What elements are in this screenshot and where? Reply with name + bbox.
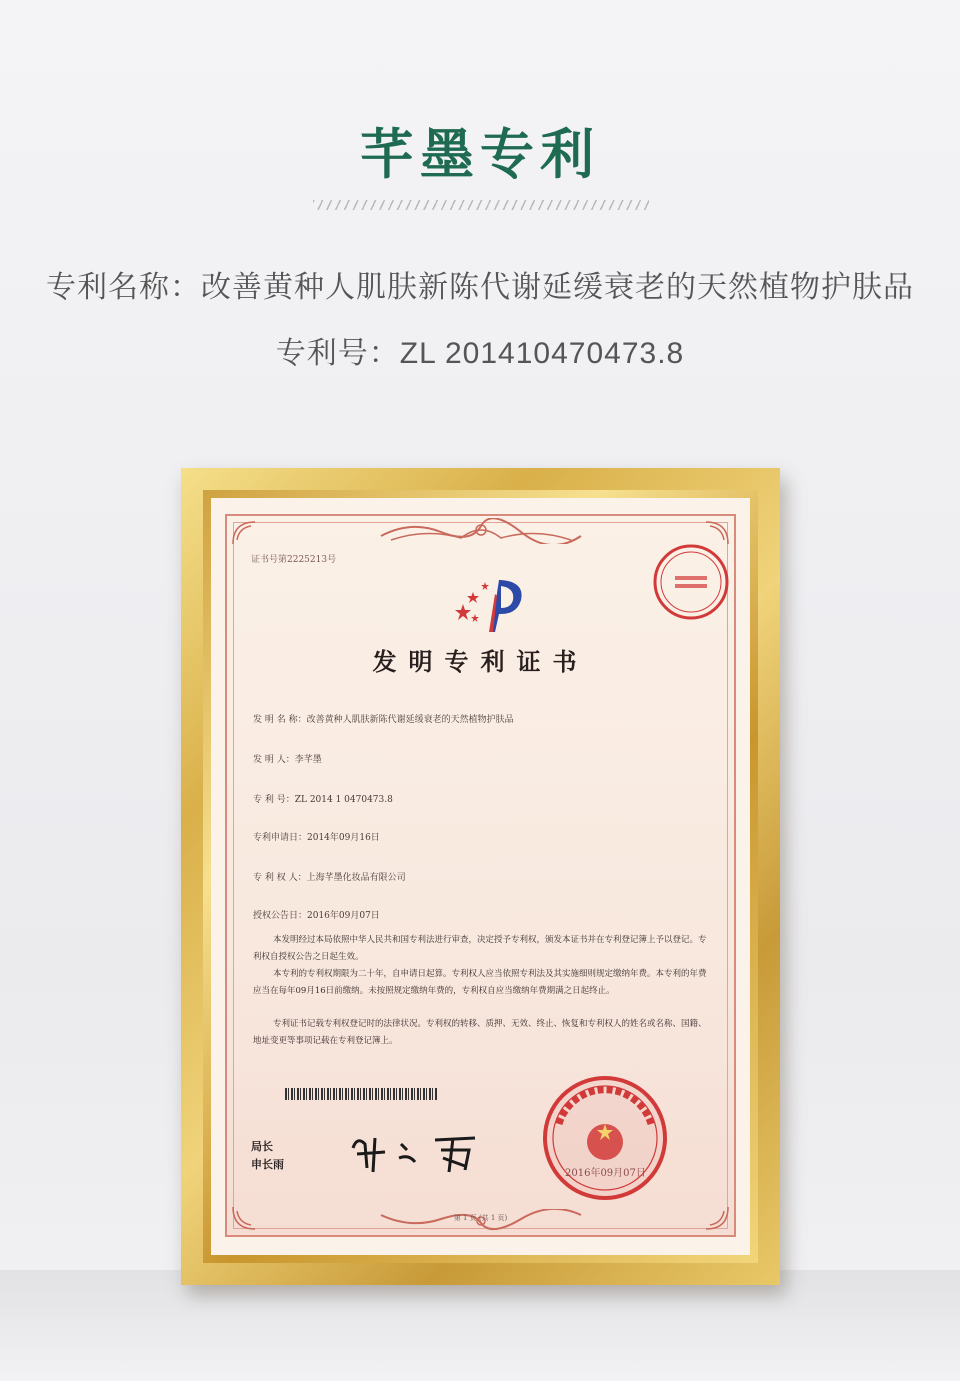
corner-ornament-icon xyxy=(231,520,257,546)
field-invention-name: 发 明 名 称：改善黄种人肌肤新陈代谢延缓衰老的天然植物护肤品 xyxy=(253,715,514,725)
patent-number xyxy=(0,328,960,372)
field-grant-date: 授权公告日：2016年09月07日 xyxy=(253,911,380,921)
certificate-title: 发明专利证书 xyxy=(372,647,589,676)
decorative-divider xyxy=(313,200,649,210)
certificate-body-paragraph: 专利证书记载专利权登记时的法律状况。专利权的转移、质押、无效、终止、恢复和专利权人的姓名或名称、国籍、地址变更等事项记载在专利登记簿上。 xyxy=(253,1019,707,1046)
field-patentee: 专 利 权 人：上海芊墨化妆品有限公司 xyxy=(253,873,406,883)
small-red-seal-icon xyxy=(651,542,731,622)
patent-office-logo-icon xyxy=(455,574,527,634)
patent-number-value: ZL 201410470473.8 xyxy=(399,337,685,370)
field-inventor: 发 明 人：李芊墨 xyxy=(253,755,322,765)
page-title: 芊墨专利 xyxy=(360,123,600,186)
patent-certificate xyxy=(225,514,736,1237)
wall-shadow xyxy=(0,1270,960,1381)
seal-date: 2016年09月07日 xyxy=(565,1168,646,1179)
frame-inner-molding xyxy=(203,490,758,1263)
field-application-date: 专利申请日：2014年09月16日 xyxy=(253,833,380,843)
gold-picture-frame xyxy=(181,468,780,1285)
certificate-body-paragraph: 本专利的专利权期限为二十年，自申请日起算。专利权人应当依照专利法及其实施细则规定缴纳年费。本专利的年费应当在每年09月16日前缴纳。未按照规定缴纳年费的，专利权自应当缴纳年费期满之日起终止。 xyxy=(253,969,707,996)
signatory-title: 局长 xyxy=(251,1140,273,1153)
certificate-page-footer: 第 1 页 (共 1 页) xyxy=(453,1214,508,1222)
frame-mat xyxy=(211,498,750,1255)
patent-number-label: 专利号： xyxy=(275,336,400,371)
barcode xyxy=(285,1088,437,1100)
top-ornament-icon xyxy=(371,518,591,544)
certificate-body-paragraph: 本发明经过本局依照中华人民共和国专利法进行审查，决定授予专利权，颁发本证书并在专利登记簿上予以登记。专利权自授权公告之日起生效。 xyxy=(253,935,707,962)
signatory-name: 申长雨 xyxy=(251,1158,284,1171)
certificate-number: 证书号第2225213号 xyxy=(251,555,337,565)
large-red-seal-icon xyxy=(539,1072,671,1204)
patent-name: 专利名称：改善黄种人肌肤新陈代谢延缓衰老的天然植物护肤品 xyxy=(46,270,914,305)
field-patent-number: 专 利 号：ZL 2014 1 0470473.8 xyxy=(253,795,393,805)
handwritten-signature-icon xyxy=(345,1128,495,1178)
